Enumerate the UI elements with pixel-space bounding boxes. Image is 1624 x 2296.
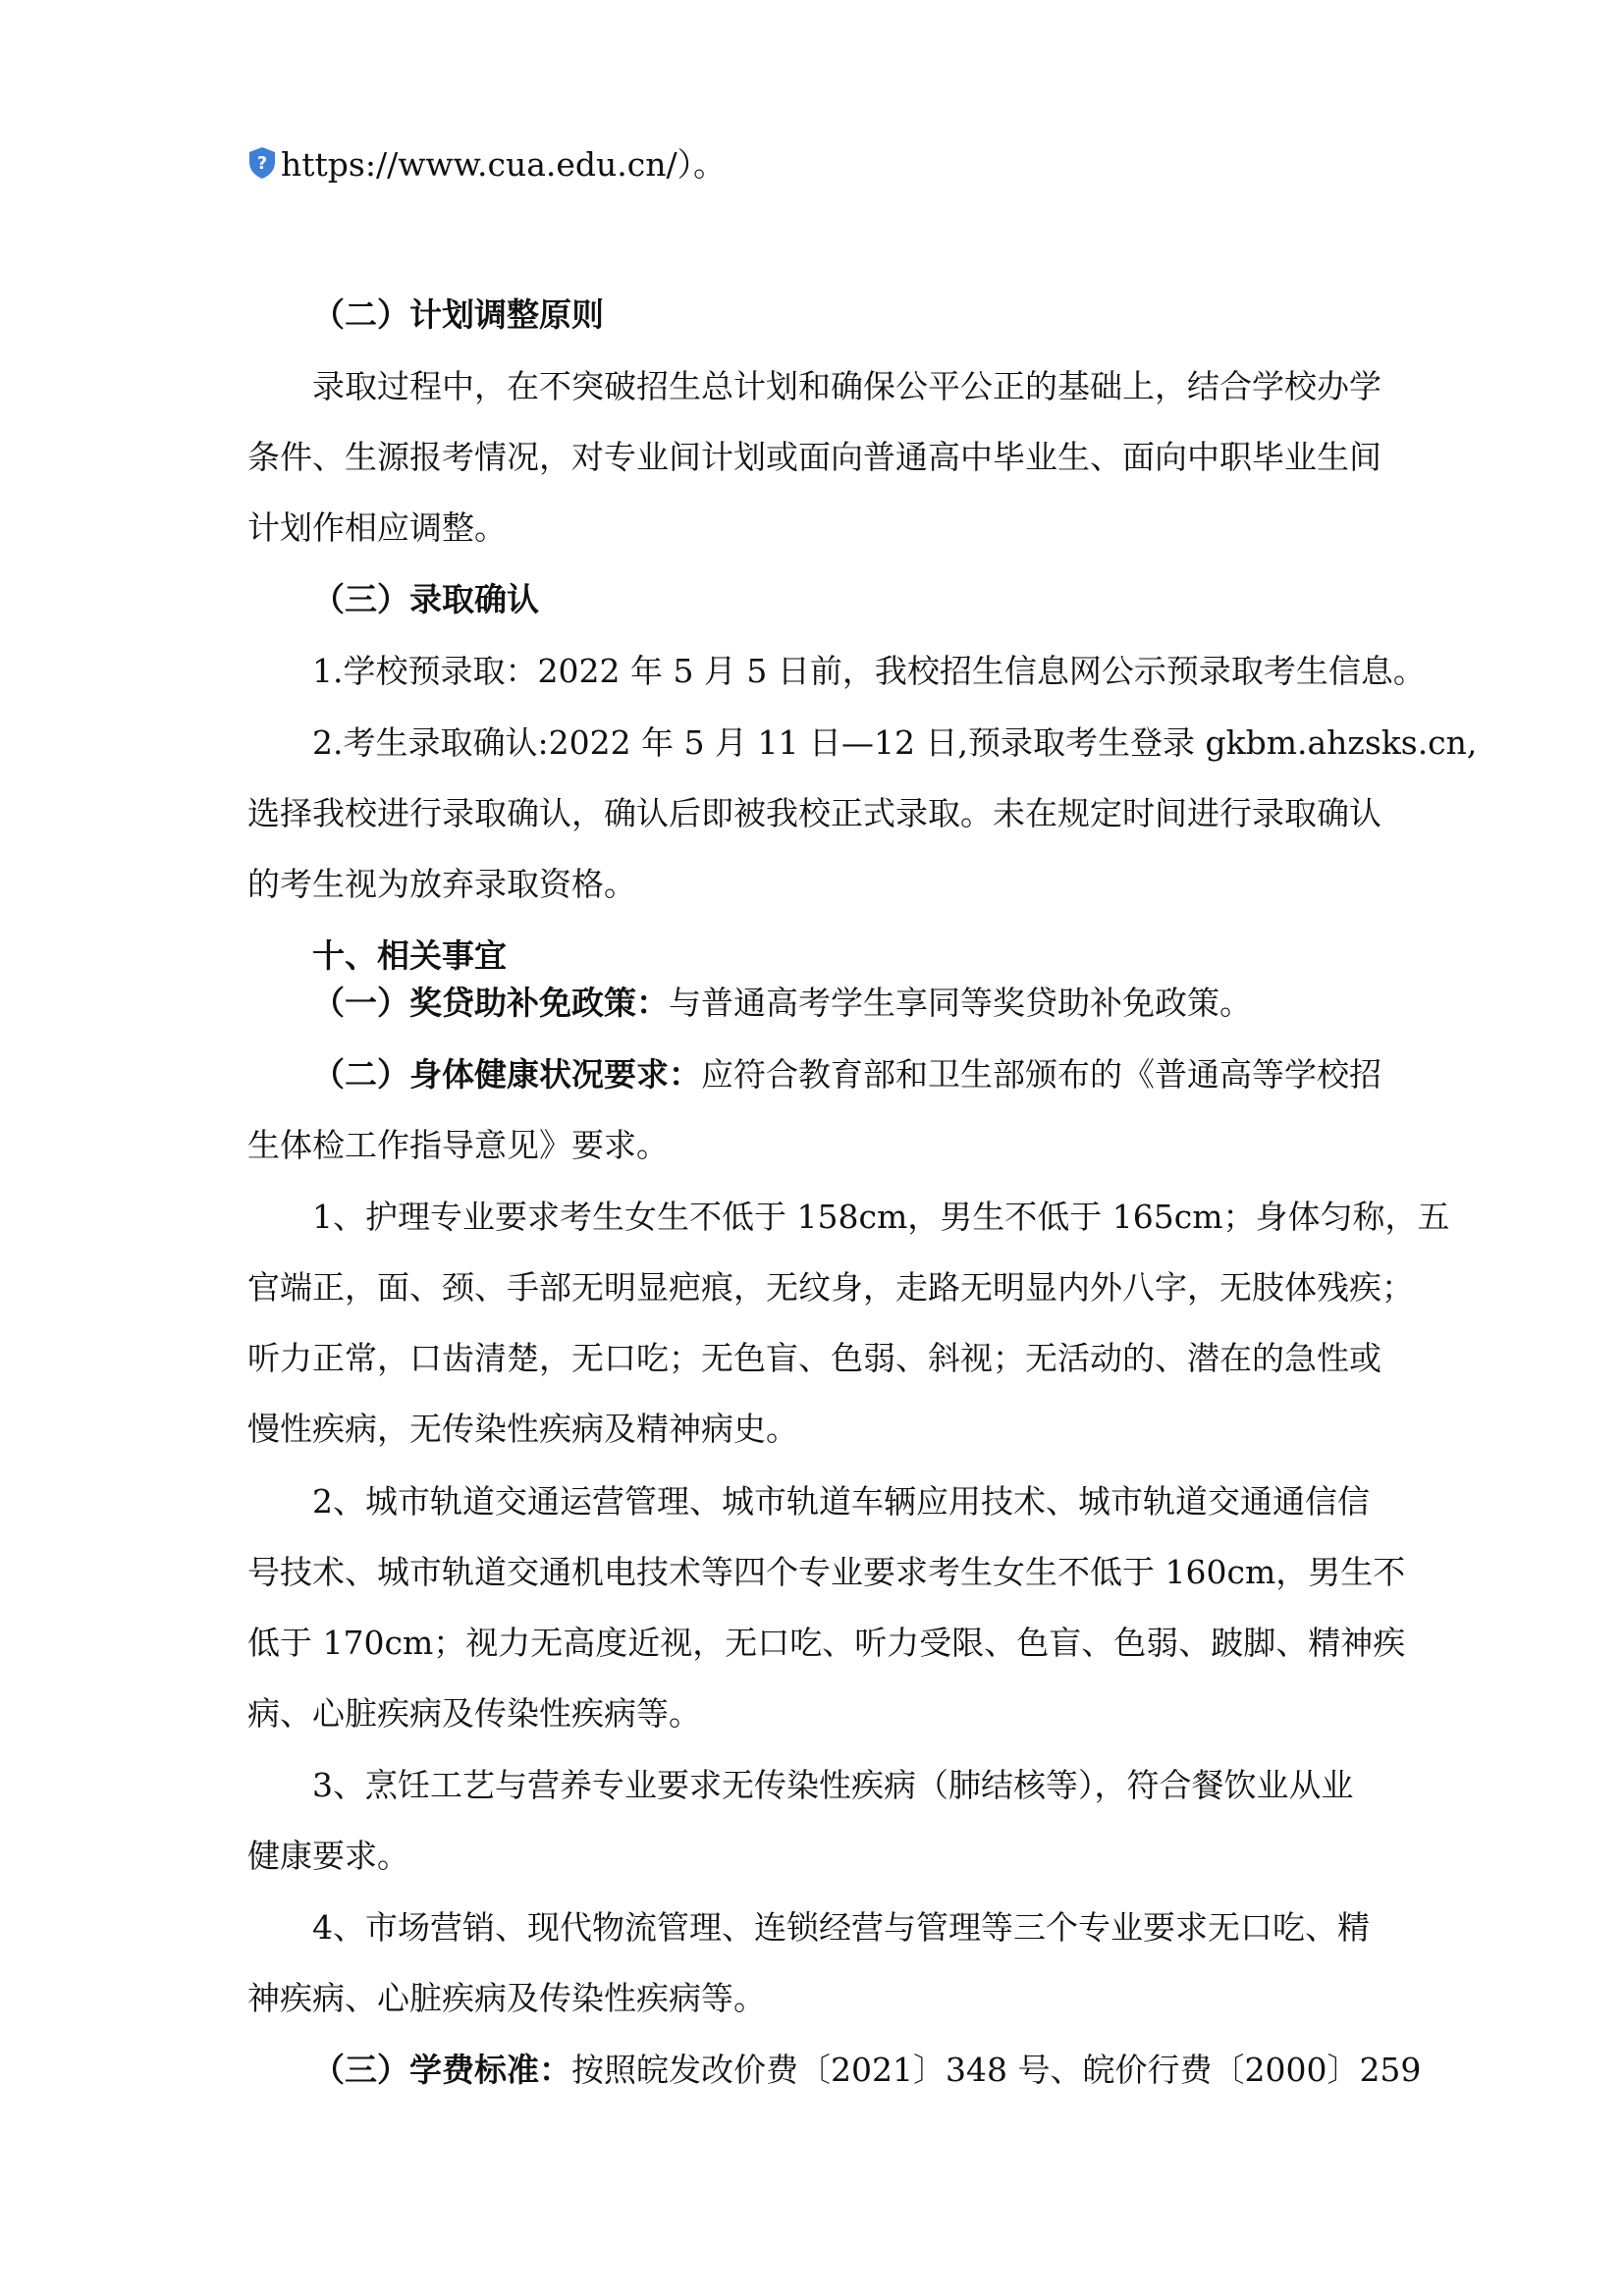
inline-text: 与普通高考学生享同等奖贷助补免政策。	[669, 984, 1252, 1022]
paragraph-line	[312, 982, 1252, 1025]
inline-text: 应符合教育部和卫生部颁布的《普通高等学校招	[701, 1055, 1381, 1094]
paragraph-line: 官端正，面、颈、手部无明显疤痕，无纹身，走路无明显内外八字，无肢体残疾；	[247, 1268, 1414, 1307]
paragraph-line: 1.学校预录取：2022 年 5 月 5 日前，我校招生信息网公示预录取考生信息。	[312, 652, 1426, 690]
paragraph-line	[312, 2049, 1421, 2092]
security-shield-icon	[247, 146, 277, 180]
paragraph-line: 1、护理专业要求考生女生不低于 158cm，男生不低于 165cm；身体匀称，五	[312, 1198, 1450, 1236]
paragraph-line: 2、城市轨道交通运营管理、城市轨道车辆应用技术、城市轨道交通通信信	[312, 1482, 1370, 1521]
paragraph-line: 号技术、城市轨道交通机电技术等四个专业要求考生女生不低于 160cm，男生不	[247, 1553, 1406, 1591]
paragraph-line: 健康要求。	[247, 1837, 409, 1875]
url-text: https://www.cua.edu.cn/）。	[281, 145, 727, 184]
url-line	[247, 143, 726, 187]
paragraph-line: 病、心脏疾病及传染性疾病等。	[247, 1694, 701, 1733]
paragraph-line: 选择我校进行录取确认，确认后即被我校正式录取。未在规定时间进行录取确认	[247, 794, 1381, 832]
paragraph-line: 4、市场营销、现代物流管理、连锁经营与管理等三个专业要求无口吃、精	[312, 1908, 1370, 1947]
paragraph-line: 的考生视为放弃录取资格。	[247, 865, 636, 903]
paragraph-line: 条件、生源报考情况，对专业间计划或面向普通高中毕业生、面向中职毕业生间	[247, 438, 1381, 476]
paragraph-line: 慢性疾病，无传染性疾病及精神病史。	[247, 1410, 798, 1448]
section-heading-admission-confirmation: （三）录取确认	[312, 580, 539, 618]
section-heading-related-matters: 十、相关事宜	[312, 936, 507, 975]
paragraph-line: 生体检工作指导意见》要求。	[247, 1126, 669, 1164]
paragraph-line: 录取过程中，在不突破招生总计划和确保公平公正的基础上，结合学校办学	[312, 367, 1381, 405]
inline-heading: （二）身体健康状况要求：	[312, 1055, 701, 1094]
paragraph-line: 听力正常，口齿清楚，无口吃；无色盲、色弱、斜视；无活动的、潜在的急性或	[247, 1339, 1381, 1377]
paragraph-line: 3、烹饪工艺与营养专业要求无传染性疾病（肺结核等），符合餐饮业从业	[312, 1766, 1354, 1804]
svg-text:?: ?	[256, 153, 268, 174]
paragraph-line: 低于 170cm；视力无高度近视，无口吃、听力受限、色盲、色弱、跛脚、精神疾	[247, 1624, 1406, 1662]
inline-heading: （三）学费标准：	[312, 2051, 571, 2089]
paragraph-line: 2.考生录取确认:2022 年 5 月 11 日—12 日,预录取考生登录 gkbm.ahzsks.cn,	[312, 723, 1478, 762]
section-heading-plan-adjustment: （二）计划调整原则	[312, 295, 604, 334]
inline-heading: （一）奖贷助补免政策：	[312, 984, 669, 1022]
paragraph-line: 神疾病、心脏疾病及传染性疾病等。	[247, 1979, 766, 2017]
paragraph-line: 计划作相应调整。	[247, 508, 507, 547]
inline-text: 按照皖发改价费〔2021〕348 号、皖价行费〔2000〕259	[571, 2051, 1422, 2089]
paragraph-line	[312, 1053, 1381, 1096]
